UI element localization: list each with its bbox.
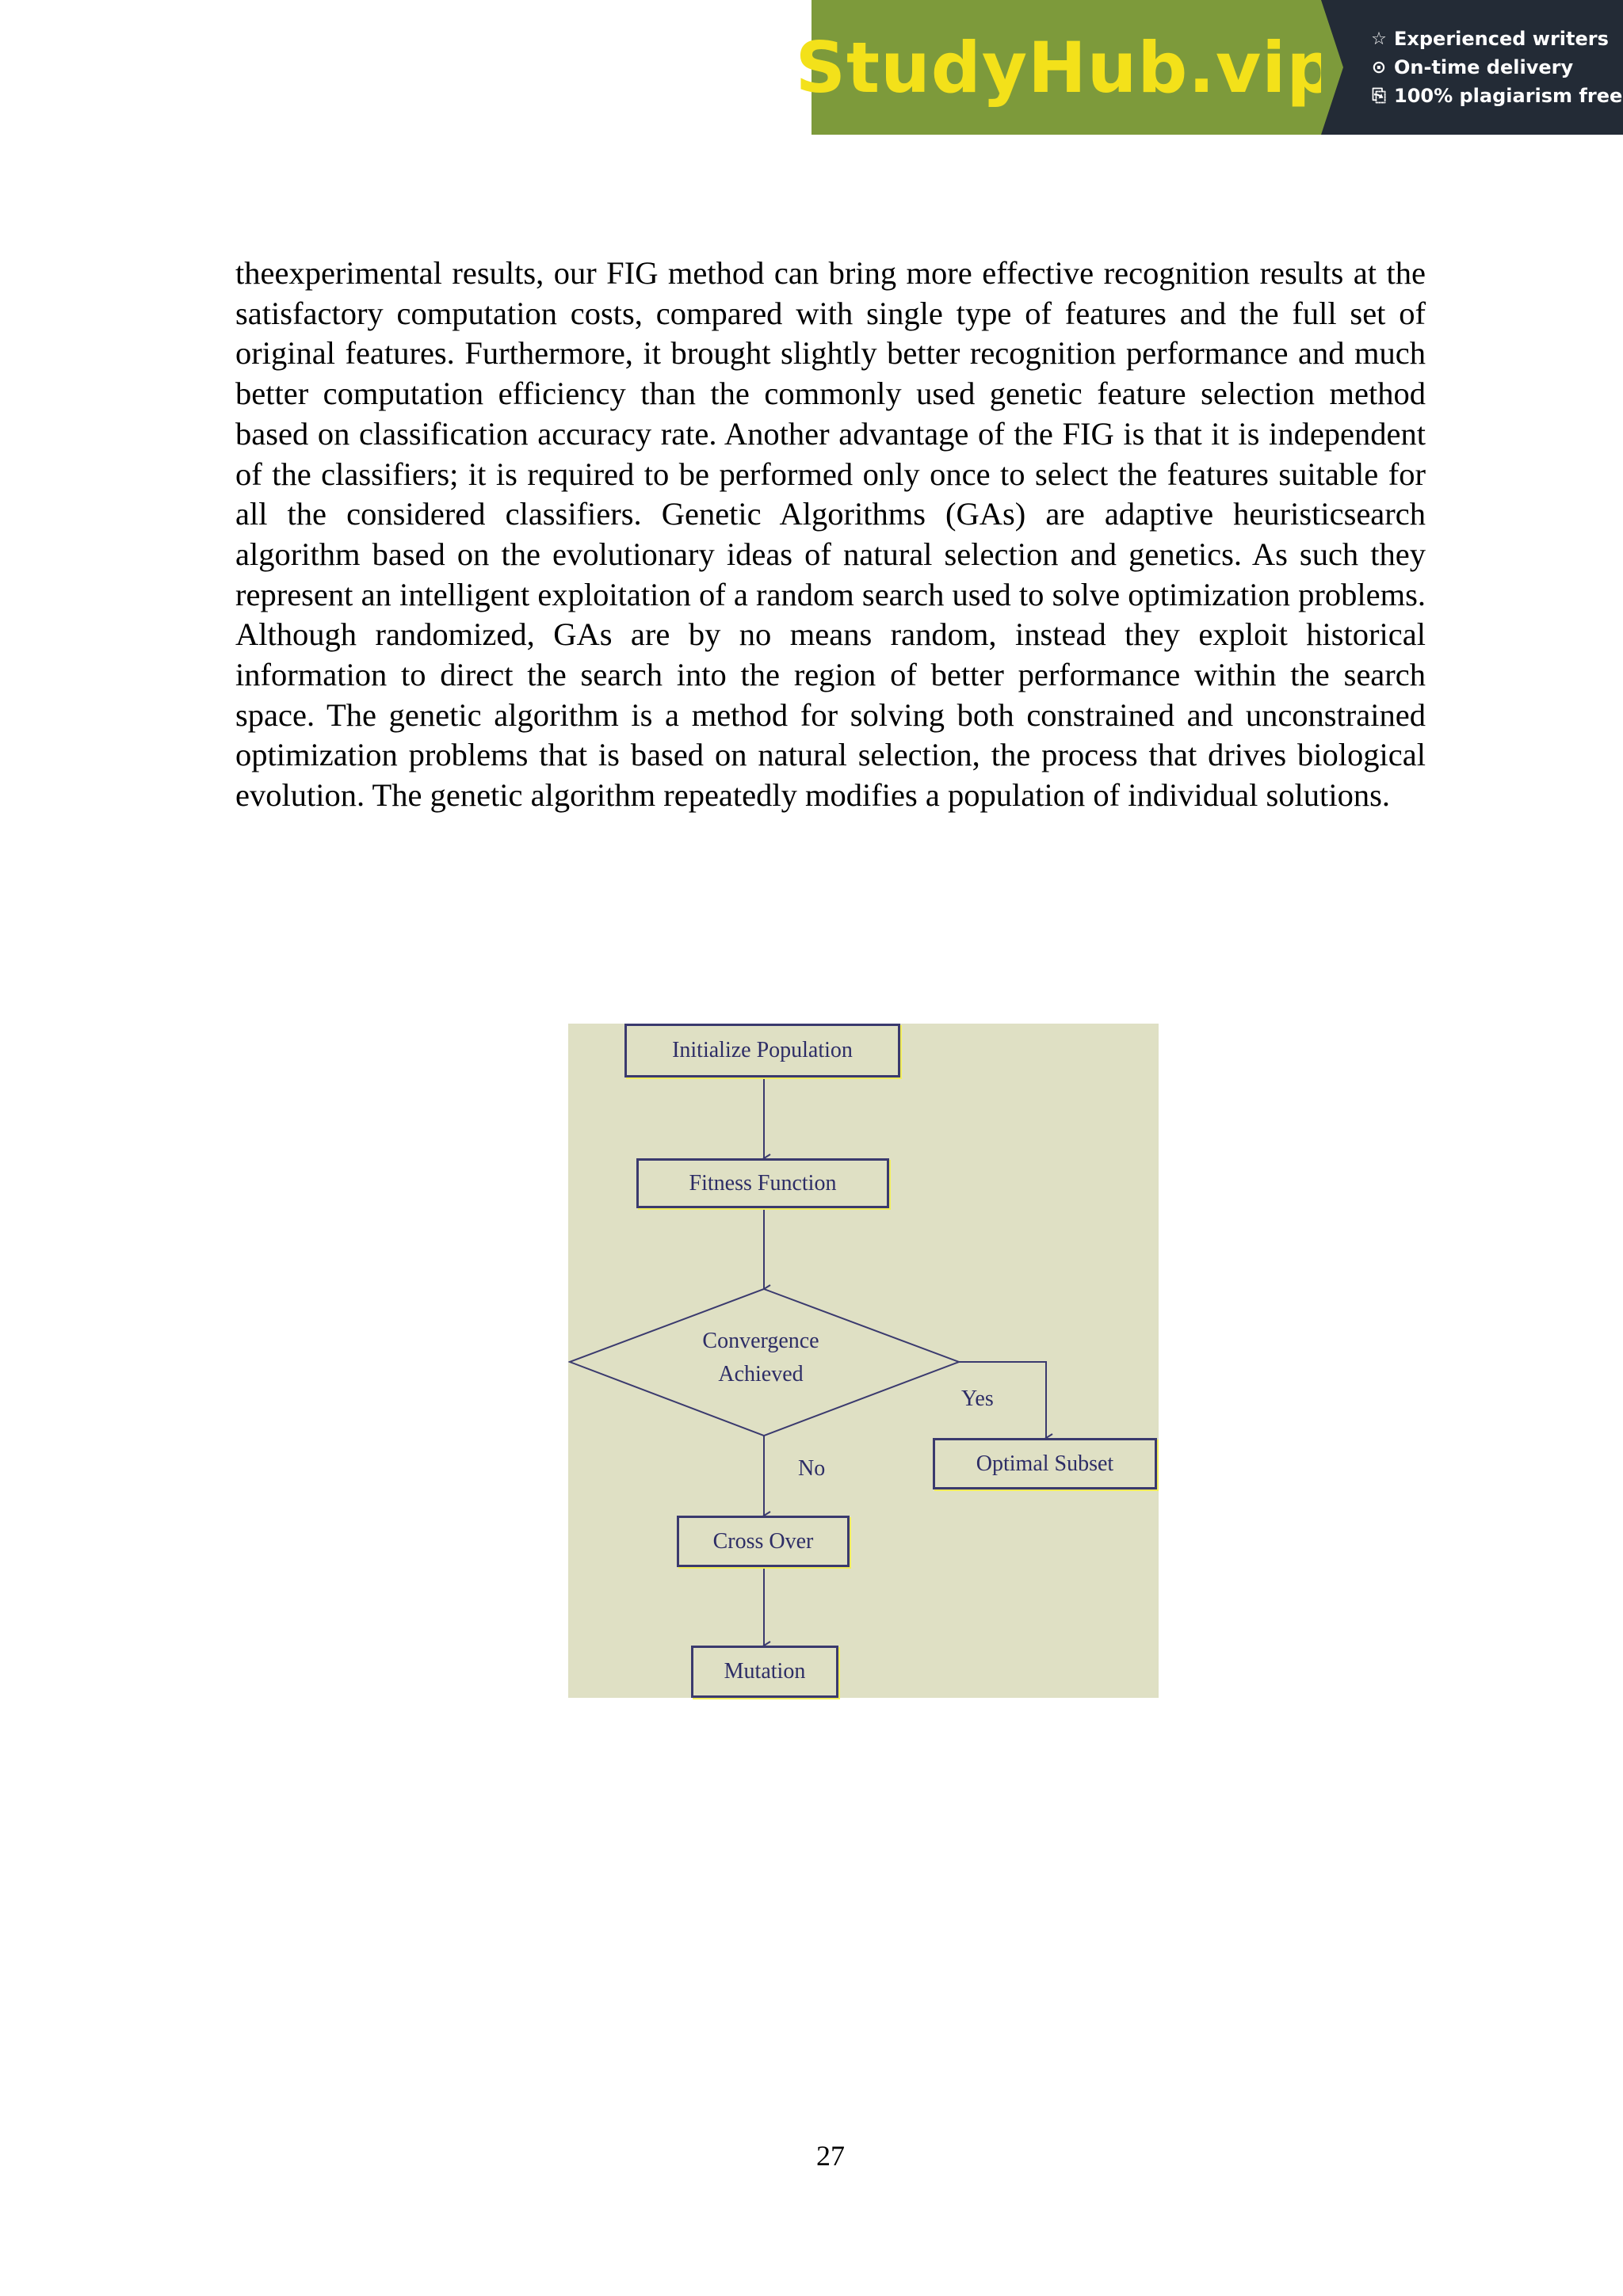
clock-icon: ⊙ bbox=[1371, 57, 1387, 78]
optimal-subset-box: Optimal Subset bbox=[933, 1438, 1157, 1489]
banner-features bbox=[1321, 0, 1623, 135]
feature-label: Experienced writers bbox=[1394, 28, 1609, 50]
studyhub-banner[interactable] bbox=[795, 0, 1623, 135]
feature-label: 100% plagiarism free bbox=[1394, 85, 1623, 107]
document-check-icon: ⎘ bbox=[1372, 86, 1386, 106]
feature-label: On-time delivery bbox=[1394, 56, 1574, 78]
convergence-line1: Convergence bbox=[702, 1329, 819, 1353]
yes-label: Yes bbox=[961, 1386, 994, 1411]
logo-text: StudyHub.vip bbox=[795, 26, 1338, 109]
studyhub-logo[interactable] bbox=[795, 0, 1338, 135]
cross-over-box: Cross Over bbox=[677, 1516, 850, 1567]
no-label: No bbox=[798, 1456, 826, 1481]
convergence-line2: Achieved bbox=[718, 1362, 804, 1386]
star-icon: ☆ bbox=[1371, 29, 1387, 49]
feature-experienced-writers bbox=[1370, 28, 1623, 50]
feature-plagiarism-free bbox=[1370, 85, 1623, 107]
fitness-function-box: Fitness Function bbox=[636, 1158, 889, 1208]
initialize-population-box: Initialize Population bbox=[624, 1024, 900, 1077]
mutation-box: Mutation bbox=[691, 1646, 838, 1698]
feature-on-time-delivery bbox=[1370, 56, 1623, 78]
convergence-label bbox=[670, 1325, 852, 1391]
flowchart-connectors bbox=[568, 1024, 1159, 1698]
page-number: 27 bbox=[816, 2140, 845, 2172]
ga-flowchart bbox=[568, 1024, 1159, 1698]
body-paragraph: theexperimental results, our FIG method can bring more effective recognition results at the satisfactory computation costs, compared with single type of features and the full set of original features. Furthermore, it brought slightly better recognition performance and much better computation efficiency than the commonly used genetic feature selection method based on classification accuracy rate. Another advantage of the FIG is that it is independent of the classifiers; it is required to be performed only once to select the features suitable for all the considered classifiers. Genetic Algorithms (GAs) are adaptive heuristicsearch algorithm based on the evolutionary ideas of natural selection and genetics. As such they represent an intelligent exploitation of a random search used to solve optimization problems. Although randomized, GAs are by no means random, instead they exploit historical information to direct the search into the region of better performance within the search space. The genetic algorithm is a method for solving both constrained and unconstrained optimization problems that is based on natural selection, the process that drives biological evolution. The genetic algorithm repeatedly modifies a population of individual solutions. bbox=[235, 255, 1426, 814]
